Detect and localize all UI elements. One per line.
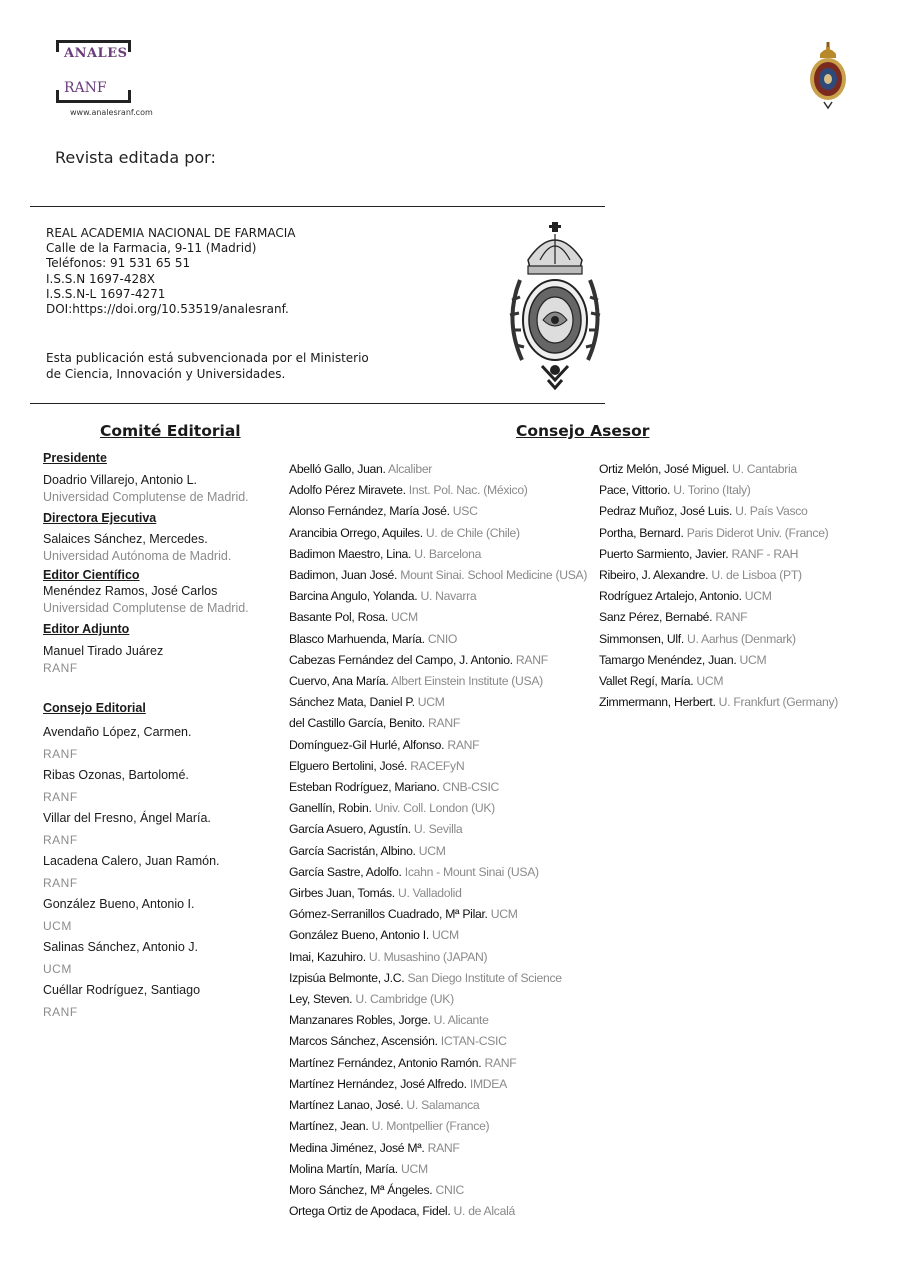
role-editor-adjunto: Editor Adjunto	[43, 622, 130, 636]
advisor-row	[599, 650, 838, 671]
advisor-name: Manzanares Robles, Jorge.	[289, 1013, 431, 1028]
advisor-name: Ortiz Melón, José Miguel.	[599, 462, 729, 476]
advisor-name: Puerto Sarmiento, Javier.	[599, 546, 729, 561]
member-affiliation: RANF	[43, 832, 78, 847]
advisor-name: Cabezas Fernández del Campo, J. Antonio.	[289, 652, 513, 667]
analesranf-logo	[56, 40, 196, 122]
advisor-row	[289, 883, 587, 904]
advisor-row	[289, 671, 587, 692]
advisor-row	[289, 1138, 587, 1159]
advisor-name: Ley, Steven.	[289, 992, 353, 1007]
advisor-row	[289, 692, 587, 713]
advisor-row	[599, 607, 838, 628]
advisor-row	[289, 650, 587, 671]
advisor-affiliation: San Diego Institute of Science	[407, 970, 562, 985]
advisor-affiliation: U. Alicante	[433, 1013, 489, 1028]
advisor-name: González Bueno, Antonio I.	[289, 928, 429, 943]
advisor-affiliation: RANF	[715, 610, 748, 625]
advisor-row	[289, 501, 587, 522]
consejo-asesor-column-1	[289, 459, 587, 1222]
advisor-row	[289, 925, 587, 946]
advisor-row	[289, 629, 587, 650]
advisor-name: Medina Jiménez, José Mª.	[289, 1140, 425, 1155]
advisor-row	[289, 459, 587, 480]
comite-editorial-column	[43, 450, 283, 1023]
member-name: Doadrio Villarejo, Antonio L.	[43, 473, 198, 487]
advisor-name: Basante Pol, Rosa.	[289, 610, 388, 625]
academy-coat-of-arms-icon	[500, 220, 610, 390]
member-affiliation: Universidad Autónoma de Madrid.	[43, 549, 232, 563]
logo-url: www.analesranf.com	[70, 108, 153, 117]
advisor-affiliation: UCM	[391, 610, 418, 625]
advisor-affiliation: Univ. Coll. London (UK)	[374, 801, 495, 816]
advisor-name: Tamargo Menéndez, Juan.	[599, 652, 737, 667]
role-directora-ejecutiva: Directora Ejecutiva	[43, 511, 157, 525]
advisor-row	[289, 947, 587, 968]
advisor-row	[599, 544, 838, 565]
advisor-affiliation: UCM	[744, 589, 772, 604]
advisor-affiliation: IMDEA	[469, 1076, 507, 1091]
advisor-affiliation: RANF	[427, 716, 460, 731]
advisor-row	[289, 1010, 587, 1031]
advisor-row	[599, 671, 838, 692]
advisor-row	[599, 629, 838, 650]
advisor-name: del Castillo García, Benito.	[289, 716, 425, 731]
subvention-note	[46, 351, 369, 382]
member-affiliation: RANF	[43, 746, 78, 761]
advisor-name: Sanz Pérez, Bernabé.	[599, 610, 713, 625]
role-presidente: Presidente	[43, 451, 107, 465]
advisor-row	[289, 904, 587, 925]
member-name: Villar del Fresno, Ángel María.	[43, 811, 211, 825]
advisor-name: García Sacristán, Albino.	[289, 843, 416, 858]
advisor-affiliation: U. Valladolid	[397, 886, 462, 901]
advisor-name: Molina Martín, María.	[289, 1161, 398, 1176]
advisor-row	[289, 1201, 587, 1222]
advisor-affiliation: ICTAN-CSIC	[440, 1034, 507, 1049]
advisor-name: Domínguez-Gil Hurlé, Alfonso.	[289, 737, 445, 752]
advisor-name: Adolfo Pérez Miravete.	[289, 483, 406, 498]
advisor-name: Abelló Gallo, Juan.	[289, 462, 386, 476]
advisor-name: Esteban Rodríguez, Mariano.	[289, 780, 440, 795]
advisor-row	[289, 819, 587, 840]
advisor-row	[599, 523, 838, 544]
advisor-affiliation: U. Cantabria	[732, 462, 797, 476]
advisor-name: Ribeiro, J. Alexandre.	[599, 568, 709, 583]
advisor-affiliation: U. de Alcalá	[453, 1204, 515, 1219]
advisor-affiliation: U. Navarra	[420, 589, 477, 604]
publisher-issn-l: I.S.S.N-L 1697-4271	[46, 286, 166, 301]
publisher-name: REAL ACADEMIA NACIONAL DE FARMACIA	[46, 226, 296, 240]
edited-by-label: Revista editada por:	[55, 148, 216, 167]
publisher-address: Calle de la Farmacia, 9-11 (Madrid)	[46, 241, 257, 256]
advisor-name: Martínez, Jean.	[289, 1119, 369, 1134]
advisor-affiliation: U. Aarhus (Denmark)	[687, 631, 796, 646]
advisor-affiliation: UCM	[400, 1161, 428, 1176]
member-name: Salaices Sánchez, Mercedes.	[43, 532, 208, 546]
advisor-affiliation: Icahn - Mount Sinai (USA)	[404, 864, 539, 879]
advisor-row	[289, 862, 587, 883]
advisor-name: Marcos Sánchez, Ascensión.	[289, 1034, 438, 1049]
advisor-affiliation: UCM	[418, 843, 446, 858]
advisor-affiliation: RANF	[515, 652, 548, 667]
advisor-name: Rodríguez Artalejo, Antonio.	[599, 589, 742, 604]
consejo-editorial-heading: Consejo Editorial	[43, 701, 146, 715]
logo-bar	[56, 40, 59, 52]
advisor-affiliation: UCM	[739, 652, 767, 667]
advisor-affiliation: U. Montpellier (France)	[371, 1119, 490, 1134]
advisor-name: García Asuero, Agustín.	[289, 822, 411, 837]
advisor-row	[289, 1116, 587, 1137]
advisor-row	[289, 713, 587, 734]
member-affiliation: UCM	[43, 918, 72, 933]
advisor-affiliation: CNIC	[435, 1182, 465, 1197]
publisher-issn: I.S.S.N 1697-428X	[46, 271, 156, 286]
advisor-affiliation: RANF	[447, 737, 480, 752]
advisor-name: Portha, Bernard.	[599, 525, 684, 540]
member-affiliation: UCM	[43, 961, 72, 976]
advisor-name: Badimon, Juan José.	[289, 568, 398, 583]
subvention-line: de Ciencia, Innovación y Universidades.	[46, 366, 286, 381]
advisor-name: Girbes Juan, Tomás.	[289, 886, 395, 901]
consejo-editorial-list	[43, 722, 283, 1023]
logo-text-ranf: RANF	[64, 80, 107, 96]
advisor-name: Izpisúa Belmonte, J.C.	[289, 970, 405, 985]
publisher-info	[46, 226, 295, 317]
advisor-affiliation: UCM	[490, 907, 518, 922]
advisor-row	[599, 480, 838, 501]
advisor-affiliation: U. Sevilla	[413, 822, 463, 837]
advisor-name: Moro Sánchez, Mª Ángeles.	[289, 1182, 433, 1197]
publisher-doi: DOI:https://doi.org/10.53519/analesranf.	[46, 302, 289, 317]
divider	[30, 403, 605, 404]
divider	[30, 206, 605, 207]
advisor-affiliation: RACEFyN	[410, 758, 465, 773]
advisor-affiliation: Paris Diderot Univ. (France)	[686, 525, 829, 540]
advisor-affiliation: RANF - RAH	[731, 546, 799, 561]
advisor-name: Ganellín, Robin.	[289, 801, 372, 816]
consejo-asesor-heading: Consejo Asesor	[516, 422, 650, 440]
advisor-row	[289, 1031, 587, 1052]
comite-editorial-heading: Comité Editorial	[100, 422, 241, 440]
advisor-affiliation: U. Frankfurt (Germany)	[718, 695, 839, 710]
advisor-row	[289, 841, 587, 862]
advisor-name: Badimon Maestro, Lina.	[289, 546, 412, 561]
member-affiliation: Universidad Complutense de Madrid.	[43, 601, 249, 615]
advisor-name: Vallet Regí, María.	[599, 674, 694, 689]
advisor-row	[289, 544, 587, 565]
advisor-row	[289, 480, 587, 501]
advisor-name: Sánchez Mata, Daniel P.	[289, 695, 415, 710]
member-affiliation: RANF	[43, 789, 78, 804]
advisor-name: Zimmermann, Herbert.	[599, 695, 716, 710]
advisor-row	[289, 1074, 587, 1095]
advisor-row	[289, 968, 587, 989]
advisor-name: Gómez-Serranillos Cuadrado, Mª Pilar.	[289, 907, 488, 922]
logo-bar	[56, 100, 131, 103]
role-editor-cientifico: Editor Científico	[43, 568, 140, 582]
advisor-row	[289, 607, 587, 628]
advisor-name: Alonso Fernández, María José.	[289, 504, 450, 519]
advisor-affiliation: U. Barcelona	[414, 546, 482, 561]
logo-bar	[56, 40, 131, 43]
consejo-asesor-column-2	[599, 459, 838, 713]
advisor-row	[289, 735, 587, 756]
member-name: Menéndez Ramos, José Carlos	[43, 584, 218, 598]
advisor-row	[599, 586, 838, 607]
advisor-name: Martínez Lanao, José.	[289, 1098, 404, 1113]
advisor-row	[289, 989, 587, 1010]
advisor-row	[599, 565, 838, 586]
advisor-name: Arancibia Orrego, Aquiles.	[289, 525, 423, 540]
advisor-row	[599, 692, 838, 713]
advisor-row	[289, 1180, 587, 1201]
advisor-row	[289, 1159, 587, 1180]
subvention-line: Esta publicación está subvencionada por el Ministerio	[46, 351, 369, 365]
advisor-affiliation: U. País Vasco	[735, 504, 808, 519]
member-name: Manuel Tirado Juárez	[43, 644, 164, 658]
advisor-affiliation: U. Torino (Italy)	[673, 483, 751, 498]
advisor-affiliation: Inst. Pol. Nac. (México)	[408, 483, 528, 498]
advisor-affiliation: UCM	[417, 695, 445, 710]
advisor-affiliation: U. Salamanca	[406, 1098, 480, 1113]
advisor-affiliation: UCM	[432, 928, 459, 943]
member-name: González Bueno, Antonio I.	[43, 897, 195, 911]
member-name: Ribas Ozonas, Bartolomé.	[43, 768, 189, 782]
member-name: Cuéllar Rodríguez, Santiago	[43, 983, 201, 997]
advisor-affiliation: U. de Lisboa (PT)	[711, 568, 802, 583]
advisor-row	[289, 586, 587, 607]
advisor-row	[599, 459, 838, 480]
advisor-affiliation: Albert Einstein Institute (USA)	[391, 674, 543, 689]
advisor-name: Elguero Bertolini, José.	[289, 758, 408, 773]
member-affiliation: RANF	[43, 1004, 78, 1019]
advisor-affiliation: RANF	[484, 1055, 517, 1070]
advisor-name: Barcina Angulo, Yolanda.	[289, 589, 418, 604]
advisor-affiliation: U. Musashino (JAPAN)	[368, 949, 488, 964]
advisor-affiliation: UCM	[696, 674, 724, 689]
advisor-row	[289, 777, 587, 798]
advisor-name: Imai, Kazuhiro.	[289, 949, 366, 964]
advisor-affiliation: USC	[452, 504, 478, 519]
advisor-name: Ortega Ortiz de Apodaca, Fidel.	[289, 1204, 451, 1219]
advisor-name: Cuervo, Ana María.	[289, 674, 389, 689]
advisor-affiliation: CNIO	[427, 631, 458, 646]
advisor-affiliation: U. de Chile (Chile)	[425, 525, 520, 540]
advisor-row	[289, 756, 587, 777]
advisor-row	[289, 523, 587, 544]
member-affiliation: RANF	[43, 875, 78, 890]
member-name: Lacadena Calero, Juan Ramón.	[43, 854, 220, 868]
member-name: Salinas Sánchez, Antonio J.	[43, 940, 198, 954]
advisor-row	[599, 501, 838, 522]
advisor-name: Martínez Hernández, José Alfredo.	[289, 1076, 467, 1091]
advisor-name: Pace, Vittorio.	[599, 483, 671, 498]
member-name: Avendaño López, Carmen.	[43, 725, 192, 739]
advisor-affiliation: Alcaliber	[388, 462, 433, 476]
advisor-row	[289, 565, 587, 586]
logo-text-anales: ANALES	[64, 46, 128, 61]
advisor-row	[289, 1053, 587, 1074]
member-affiliation: Universidad Complutense de Madrid.	[43, 490, 249, 504]
advisor-row	[289, 798, 587, 819]
advisor-name: García Sastre, Adolfo.	[289, 864, 402, 879]
advisor-name: Pedraz Muñoz, José Luis.	[599, 504, 733, 519]
advisor-affiliation: RANF	[427, 1140, 460, 1155]
member-affiliation: RANF	[43, 661, 78, 675]
advisor-name: Simmonsen, Ulf.	[599, 631, 684, 646]
advisor-name: Blasco Marhuenda, María.	[289, 631, 425, 646]
advisor-affiliation: CNB-CSIC	[442, 780, 500, 795]
academy-crest-icon	[806, 42, 850, 112]
advisor-affiliation: Mount Sinai. School Medicine (USA)	[400, 568, 588, 583]
logo-bar	[128, 40, 131, 52]
advisor-name: Martínez Fernández, Antonio Ramón.	[289, 1055, 482, 1070]
publisher-phone: Teléfonos: 91 531 65 51	[46, 256, 191, 271]
advisor-affiliation: U. Cambridge (UK)	[355, 992, 454, 1007]
advisor-row	[289, 1095, 587, 1116]
